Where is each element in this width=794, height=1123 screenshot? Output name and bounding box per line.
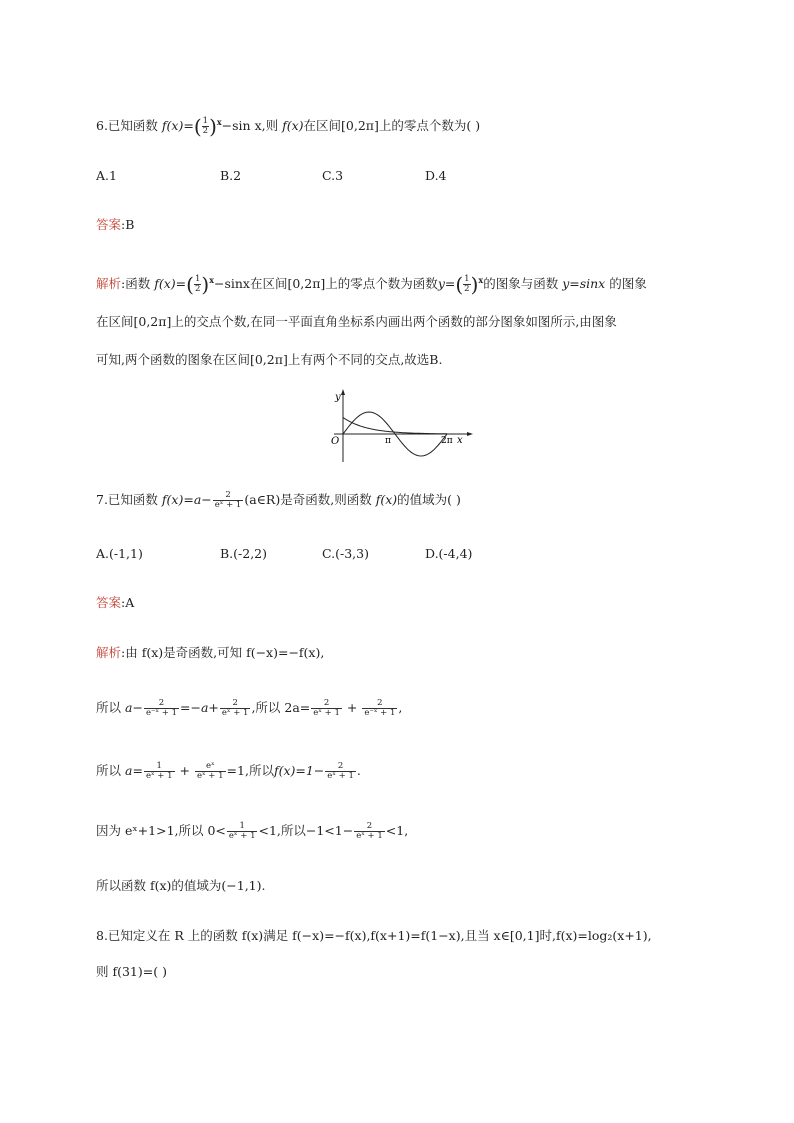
sol7-l2-t1: a− (125, 700, 143, 715)
sol7-l3-frac2 (195, 762, 226, 781)
q7-frac-num: 2 (213, 491, 244, 501)
q6-eq: = (183, 118, 194, 134)
q6-option-a: A.1 (96, 168, 117, 183)
sol7-l3-f2n: eˣ (195, 762, 226, 772)
sol7-l2-frac4 (362, 699, 397, 718)
function-graph (320, 386, 480, 464)
sol7-l2-t3: ,所以 2a= (251, 700, 311, 715)
sol7-l4-c: <1, (385, 823, 409, 838)
sol6-frac-den: 2 (194, 284, 201, 295)
question-6: 6.已知函数 f(x)=( $\frac{1}{2})^x-\sin$ x,则 f(x)在区间[0,2π]上的零点个数为( ) (96, 114, 481, 139)
q7-prefix: 7.已知函数 (96, 492, 158, 507)
q6-sin: −sin x,则 (221, 118, 279, 134)
answer-value: :B (121, 217, 135, 232)
q6-fx: f(x) (161, 118, 184, 134)
solution-7-line-4 (96, 821, 408, 841)
sol7-l2-f3d: eˣ + 1 (313, 708, 340, 718)
sol7-l2-f3n: 2 (311, 699, 342, 709)
sol7-l2-f2d: eˣ + 1 (221, 708, 249, 718)
q6-fx2: f(x) (282, 118, 304, 134)
sol7-l4-frac1 (227, 822, 258, 841)
sol7-l4-f1d: eˣ + 1 (228, 831, 256, 841)
q7-frac-den: eˣ + 1 (214, 500, 242, 510)
q7-rest: 的值域为( ) (397, 492, 461, 507)
q6-option-d: D.4 (425, 168, 447, 183)
sol7-l2-a: 所以 (96, 700, 122, 715)
sol7-l3-t1: a= (125, 763, 143, 778)
sol7-l3-frac3 (325, 762, 356, 781)
solution-label: 解析 (96, 276, 122, 292)
sol6-frac2-den: 2 (464, 284, 470, 295)
answer-label: 答案 (96, 217, 122, 232)
q7-option-b: B.(-2,2) (220, 546, 268, 561)
q7-option-a: A.(-1,1) (96, 546, 143, 561)
answer-value-7: :A (121, 595, 135, 610)
graph-pi-label: π (385, 436, 391, 446)
sol7-l3-t2: =1,所以 (226, 763, 274, 778)
sol7-l2-frac3 (311, 699, 342, 718)
solution-6-line-1: 解析:函数 f(x)=( $\frac{1}{2})^x-\sin x$在区间[0,2π]上的零点个数为函数y=( $\frac{1}{2})^x$的图象与函数 y=sinx 的图象 (96, 272, 647, 297)
sol7-l2-frac2 (220, 699, 251, 718)
solution-6-line-2: 在区间[0,2π]上的交点个数,在同一平面直角坐标系内画出两个函数的部分图象如图所示,由图象 (96, 314, 617, 329)
sol7-l4-b: <1,所以−1<1− (258, 823, 354, 838)
question-7 (96, 490, 461, 510)
graph-y-label: y (335, 392, 341, 403)
solution-6-line-3: 可知,两个函数的图象在区间[0,2π]上有两个不同的交点,故选B. (96, 352, 443, 367)
answer-6 (96, 215, 134, 235)
sol7-l2-f4d: e⁻ˣ + 1 (364, 708, 396, 718)
sol7-l2-t2: =−a+ (180, 700, 219, 715)
sol7-l2-f4n: 2 (362, 699, 397, 709)
solution-label-7: 解析 (96, 645, 122, 660)
exp-curve (343, 418, 447, 434)
sol7-l2-f1n: 2 (144, 699, 179, 709)
answer-7 (96, 593, 134, 613)
sol7-l3-a: 所以 (96, 763, 122, 778)
q7-eqa: =a− (183, 492, 212, 507)
solution-7-line-2 (96, 698, 402, 718)
sol7-l3-f1n: 1 (144, 762, 175, 772)
sol6-exp2: x (478, 275, 484, 285)
q6-option-b: B.2 (220, 168, 242, 183)
sol6-frac-num: 1 (194, 274, 201, 285)
sol7-l3-f2d: eˣ + 1 (196, 771, 224, 781)
sol7-l4-f2n: 2 (354, 822, 385, 832)
answer-label-7: 答案 (96, 595, 122, 610)
sol7-l2-f1d: e⁻ˣ + 1 (145, 708, 177, 718)
sol7-l4-f2d: eˣ + 1 (356, 831, 383, 841)
q6-option-c: C.3 (322, 168, 344, 183)
sol7-l2-plus: + (346, 700, 358, 715)
sol7-l2-frac1 (144, 699, 179, 718)
q7-fx2: f(x) (375, 492, 398, 507)
graph-x-label: x (457, 435, 463, 446)
sol7-l4-f1n: 1 (227, 822, 258, 832)
y-axis-arrow (341, 389, 345, 395)
sol6-exp: x (209, 275, 214, 285)
sol6-eq: = (175, 276, 187, 292)
sol6-fx: f(x) (154, 276, 176, 292)
sol7-l3-f3n: 2 (325, 762, 356, 772)
graph-origin-label: O (331, 436, 340, 447)
sol6-frac-2 (463, 275, 470, 294)
solution-7-line-1 (96, 643, 324, 663)
sol7-l3-plus: + (179, 763, 190, 778)
q7-fx: f(x) (161, 492, 184, 507)
question-8-line-2: 则 f(31)=( ) (96, 964, 167, 979)
sol7-l2-f2n: 2 (220, 699, 251, 709)
graph-2pi-label: 2π (441, 436, 453, 446)
q6-frac-num: 1 (202, 116, 209, 127)
sol7-l3-f1d: eˣ + 1 (145, 771, 173, 781)
sol7-l3-frac1 (144, 762, 175, 781)
sol7-l3-f3d: eˣ + 1 (327, 771, 354, 781)
q6-exp: x (216, 117, 222, 127)
sol6-y: y (437, 276, 445, 292)
solution-7-line-5: 所以函数 f(x)的值域为(−1,1). (96, 878, 266, 893)
q7-option-d: D.(-4,4) (425, 546, 473, 561)
sol7-l3-end: . (356, 763, 361, 778)
sol7-l2-end: , (398, 700, 403, 715)
solution-7-line-3 (96, 761, 361, 781)
sol6-l1b: −sinx在区间[0,2π]上的零点个数为函数 (213, 276, 438, 292)
x-axis-arrow (467, 432, 473, 436)
question-8-line-1: 8.已知定义在 R 上的函数 f(x)满足 f(−x)=−f(x),f(x+1)=f(1−x),且当 x∈[0,1]时,f(x)=log₂(x+1), (96, 928, 652, 943)
sol6-ysin: y=sinx (562, 276, 606, 292)
q6-frac (202, 117, 209, 136)
sol7-l4-frac2 (354, 822, 385, 841)
sol6-frac2-num: 1 (464, 274, 470, 285)
q7-frac (213, 491, 244, 510)
sol6-l1a: :函数 (121, 276, 151, 292)
q6-frac-den: 2 (202, 126, 209, 137)
sol6-l1d: 的图象 (609, 276, 647, 292)
q6-rest: 在区间[0,2π]上的零点个数为( ) (303, 118, 481, 134)
q7-cond: (a∈R)是奇函数,则函数 (244, 492, 372, 507)
q7-option-c: C.(-3,3) (322, 546, 369, 561)
sol7-l1: :由 f(x)是奇函数,可知 f(−x)=−f(x), (121, 645, 325, 660)
q6-prefix: 6.已知函数 (96, 118, 158, 134)
sol7-l3-t3: f(x)=1− (273, 763, 325, 778)
sol7-l4-a: 因为 eˣ+1>1,所以 0< (96, 823, 226, 838)
sol6-l1c: 的图象与函数 (483, 276, 559, 292)
